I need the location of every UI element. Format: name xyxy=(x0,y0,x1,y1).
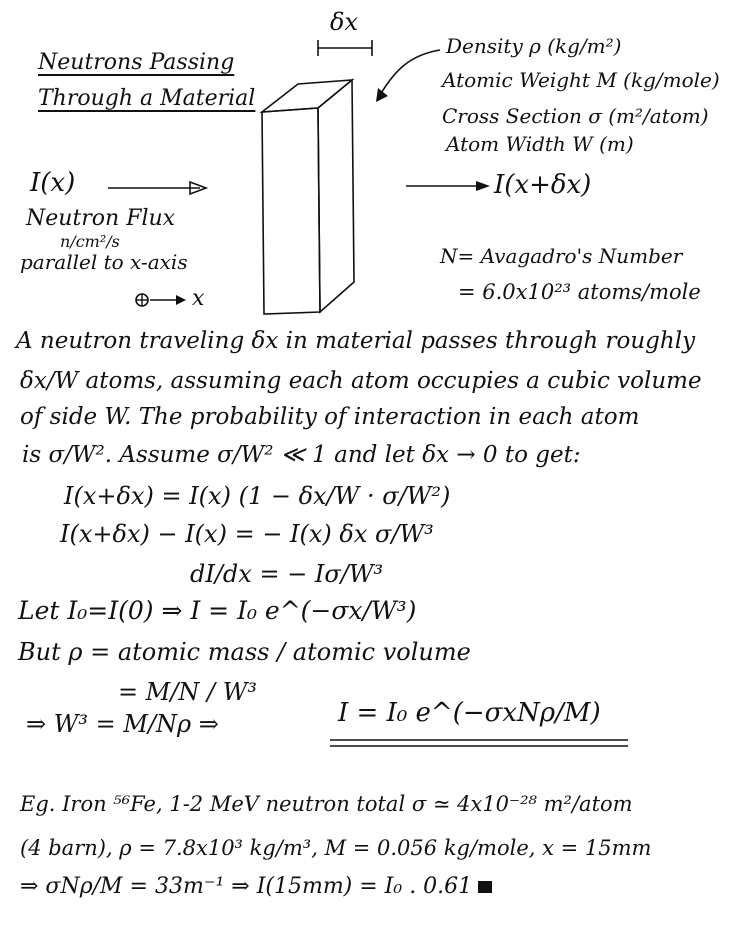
equation-4: Let I₀=I(0) ⇒ I = I₀ e^(−σx/W³) xyxy=(18,596,417,625)
example-line-2: (4 barn), ρ = 7.8x10³ kg/m³, M = 0.056 kg/mole, x = 15mm xyxy=(20,836,652,860)
equation-6: = M/N / W³ xyxy=(118,678,258,706)
example-line-3 xyxy=(20,876,492,898)
pointer-arrow xyxy=(380,50,440,95)
example-line-3-text: ⇒ σNρ/M = 33m⁻¹ ⇒ I(15mm) = I₀ . 0.61 xyxy=(20,874,473,899)
title-line-2: Through a Material xyxy=(38,86,256,111)
flux-out-label: I(x+δx) xyxy=(494,170,592,200)
flux-desc-direction: parallel to x-axis xyxy=(20,250,188,274)
paragraph-line-3: of side W. The probability of interaction in each atom xyxy=(20,404,640,430)
paragraph-line-1: A neutron traveling δx in material passes through roughly xyxy=(16,328,696,354)
thickness-dimension xyxy=(318,40,372,56)
pointer-arrowhead xyxy=(376,88,388,102)
end-mark-icon xyxy=(478,881,492,893)
equation-2: I(x+δx) − I(x) = − I(x) δx σ/W³ xyxy=(60,520,434,548)
avogadro-value: = 6.0x10²³ atoms/mole xyxy=(458,280,701,304)
equation-5: But ρ = atomic mass / atomic volume xyxy=(18,638,471,666)
paragraph-line-4: is σ/W². Assume σ/W² ≪ 1 and let δx → 0 to get: xyxy=(22,442,581,468)
axis-label: x xyxy=(192,286,205,311)
equation-7: ⇒ W³ = M/Nρ ⇒ xyxy=(26,710,219,738)
avogadro-label: N= Avagadro's Number xyxy=(440,244,683,268)
flux-out-arrowhead xyxy=(476,181,490,191)
result-equation: I = I₀ e^(−σxNρ/M) xyxy=(338,698,601,728)
paragraph-line-2: δx/W atoms, assuming each atom occupies a cubic volume xyxy=(20,368,702,394)
property-cross-section: Cross Section σ (m²/atom) xyxy=(442,104,709,128)
title-line-1: Neutrons Passing xyxy=(38,50,235,75)
property-atomic-weight: Atomic Weight M (kg/mole) xyxy=(442,68,720,92)
property-atom-width: Atom Width W (m) xyxy=(446,132,634,156)
flux-in-label: I(x) xyxy=(30,168,76,198)
property-density: Density ρ (kg/m²) xyxy=(446,34,622,58)
equation-1: I(x+δx) = I(x) (1 − δx/W · σ/W²) xyxy=(64,482,451,510)
flux-desc-units: n/cm²/s xyxy=(60,232,120,251)
example-line-1: Eg. Iron ⁵⁶Fe, 1-2 MeV neutron total σ ≃ 4x10⁻²⁸ m²/atom xyxy=(20,792,633,816)
material-slab xyxy=(262,80,354,314)
equation-3: dI/dx = − Iσ/W³ xyxy=(190,560,384,588)
flux-desc-title: Neutron Flux xyxy=(26,206,176,231)
slab-thickness-label: δx xyxy=(330,8,358,36)
